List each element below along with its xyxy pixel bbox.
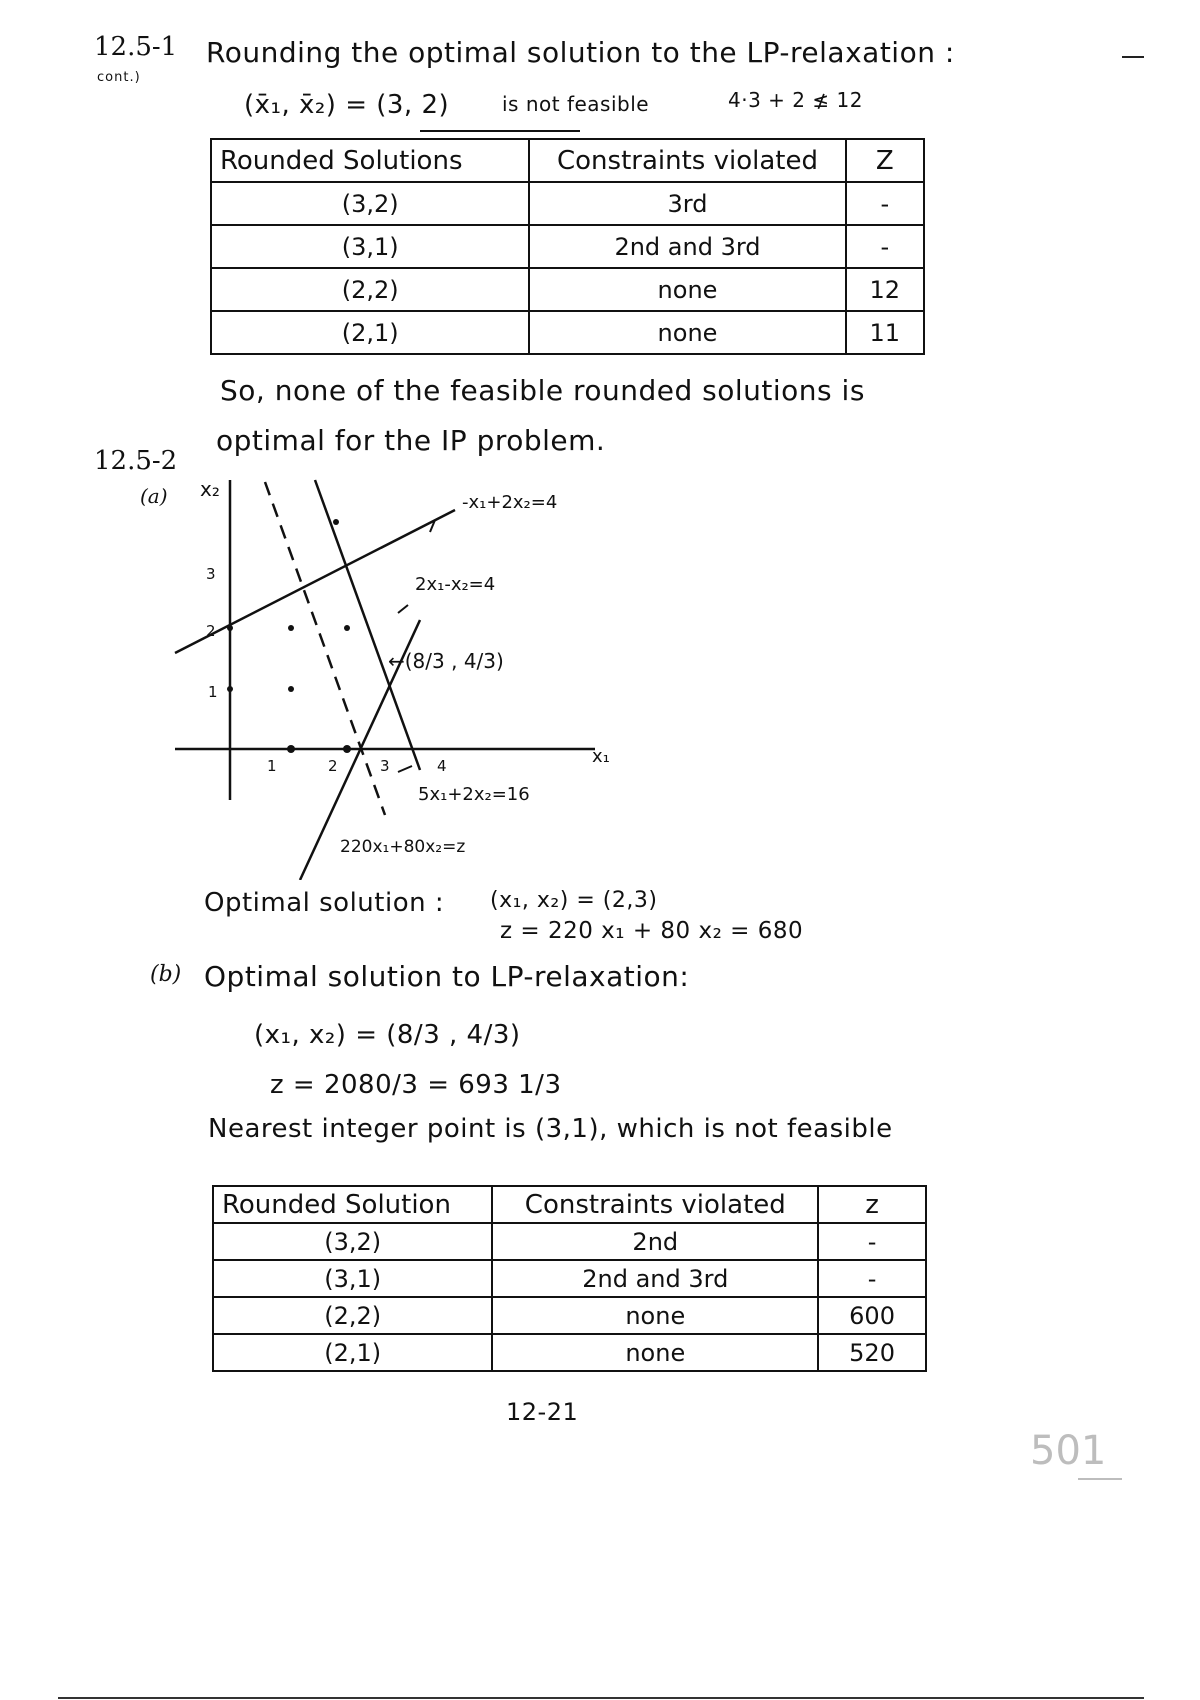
table-row [213,1260,926,1297]
solution-cell: (2,1) [211,311,529,354]
underline-mark [420,130,580,132]
integer-point [344,625,350,631]
y-axis-label: x₂ [200,477,220,501]
constraint-1-label: -x₁+2x₂=4 [462,492,558,513]
y-tick-1: 1 [208,683,218,701]
constraint-line-3 [315,480,420,770]
solution-cell: (3,2) [213,1223,492,1260]
z-cell: - [846,225,924,268]
solution-cell: (3,1) [211,225,529,268]
part-b-label: (b) [150,962,182,987]
constraint-line-1 [175,510,455,653]
lp-optimum-label: ←(8/3 , 4/3) [388,649,504,673]
z-cell: - [818,1260,926,1297]
x-axis-label: x₁ [592,746,610,767]
integer-point [287,745,295,753]
constraint-2-arrow [398,605,408,613]
integer-point [227,625,233,631]
rounded-solutions-table-2 [212,1185,927,1372]
page-number: 12-21 [506,1398,579,1426]
z-cell: 11 [846,311,924,354]
lp-solution-point: (x̄₁, x̄₂) = (3, 2) [244,90,450,120]
x-tick-2: 2 [328,757,338,775]
table-row [213,1297,926,1334]
solution-cell: (3,2) [211,182,529,225]
problem-number-12-5-1: 12.5-1 [94,32,178,62]
optimal-a-label: Optimal solution : [204,888,445,918]
violated-cell: 2nd and 3rd [529,225,845,268]
table-row [213,1334,926,1371]
table-row [211,311,924,354]
z-cell: - [818,1223,926,1260]
violated-cell: none [529,311,845,354]
solution-cell: (2,1) [213,1334,492,1371]
part-a-label: (a) [140,484,168,508]
top-right-dash [1122,56,1144,58]
conclusion-line-2: optimal for the IP problem. [216,424,606,457]
table-row [211,225,924,268]
table-row [211,268,924,311]
solution-cell: (2,2) [211,268,529,311]
objective-label: 220x₁+80x₂=z [340,837,466,857]
constraint-2-label: 2x₁-x₂=4 [415,574,496,595]
x-tick-1: 1 [267,757,277,775]
feasible-region-graph [150,470,650,880]
lp-optimal-point: (x₁, x₂) = (8/3 , 4/3) [254,1020,521,1050]
margin-stamp-underline [1078,1478,1122,1480]
problem-number-12-5-2: 12.5-2 [94,446,178,476]
violated-cell: none [529,268,845,311]
integer-point [288,625,294,631]
table-row [213,1223,926,1260]
solution-cell: (3,1) [213,1260,492,1297]
y-tick-3: 3 [206,565,216,583]
lp-optimal-z: z = 2080/3 = 693 1/3 [270,1070,562,1100]
header-rounded-solution: Rounded Solution [213,1186,492,1223]
nearest-integer-note: Nearest integer point is (3,1), which is not feasible [208,1114,893,1144]
violated-cell: none [492,1334,818,1371]
optimal-vertex [333,519,339,525]
x-tick-3: 3 [380,757,390,775]
header-rounded-solutions: Rounded Solutions [211,139,529,182]
constraint-3-label: 5x₁+2x₂=16 [418,784,530,805]
margin-stamp: 501 [1030,1428,1107,1474]
z-cell: 520 [818,1334,926,1371]
constraint-3-arrow [398,766,412,772]
header-constraints-violated: Constraints violated [529,139,845,182]
table-row [211,182,924,225]
solution-cell: (2,2) [213,1297,492,1334]
violated-cell: 2nd and 3rd [492,1260,818,1297]
conclusion-line-1: So, none of the feasible rounded solutions is [220,374,865,407]
optimal-a-z: z = 220 x₁ + 80 x₂ = 680 [500,918,804,944]
violated-cell: none [492,1297,818,1334]
feasibility-check: 4·3 + 2 ≰ 12 [728,88,863,112]
header-constraints-violated: Constraints violated [492,1186,818,1223]
x-tick-4: 4 [437,757,447,775]
violated-cell: 3rd [529,182,845,225]
rounding-heading: Rounding the optimal solution to the LP-relaxation : [206,36,955,69]
violated-cell: 2nd [492,1223,818,1260]
objective-dashed-line [265,482,385,815]
footer-rule [58,1697,1144,1699]
header-z: Z [846,139,924,182]
not-feasible-note: is not feasible [502,92,650,116]
y-tick-2: 2 [206,622,216,640]
z-cell: 600 [818,1297,926,1334]
lp-relaxation-heading: Optimal solution to LP-relaxation: [204,960,690,993]
optimal-a-point: (x₁, x₂) = (2,3) [490,888,658,913]
header-z: z [818,1186,926,1223]
integer-point [227,686,233,692]
integer-point [288,686,294,692]
continued-label: cont.) [97,70,141,85]
z-cell: 12 [846,268,924,311]
z-cell: - [846,182,924,225]
rounded-solutions-table-1 [210,138,925,355]
integer-point [343,745,351,753]
